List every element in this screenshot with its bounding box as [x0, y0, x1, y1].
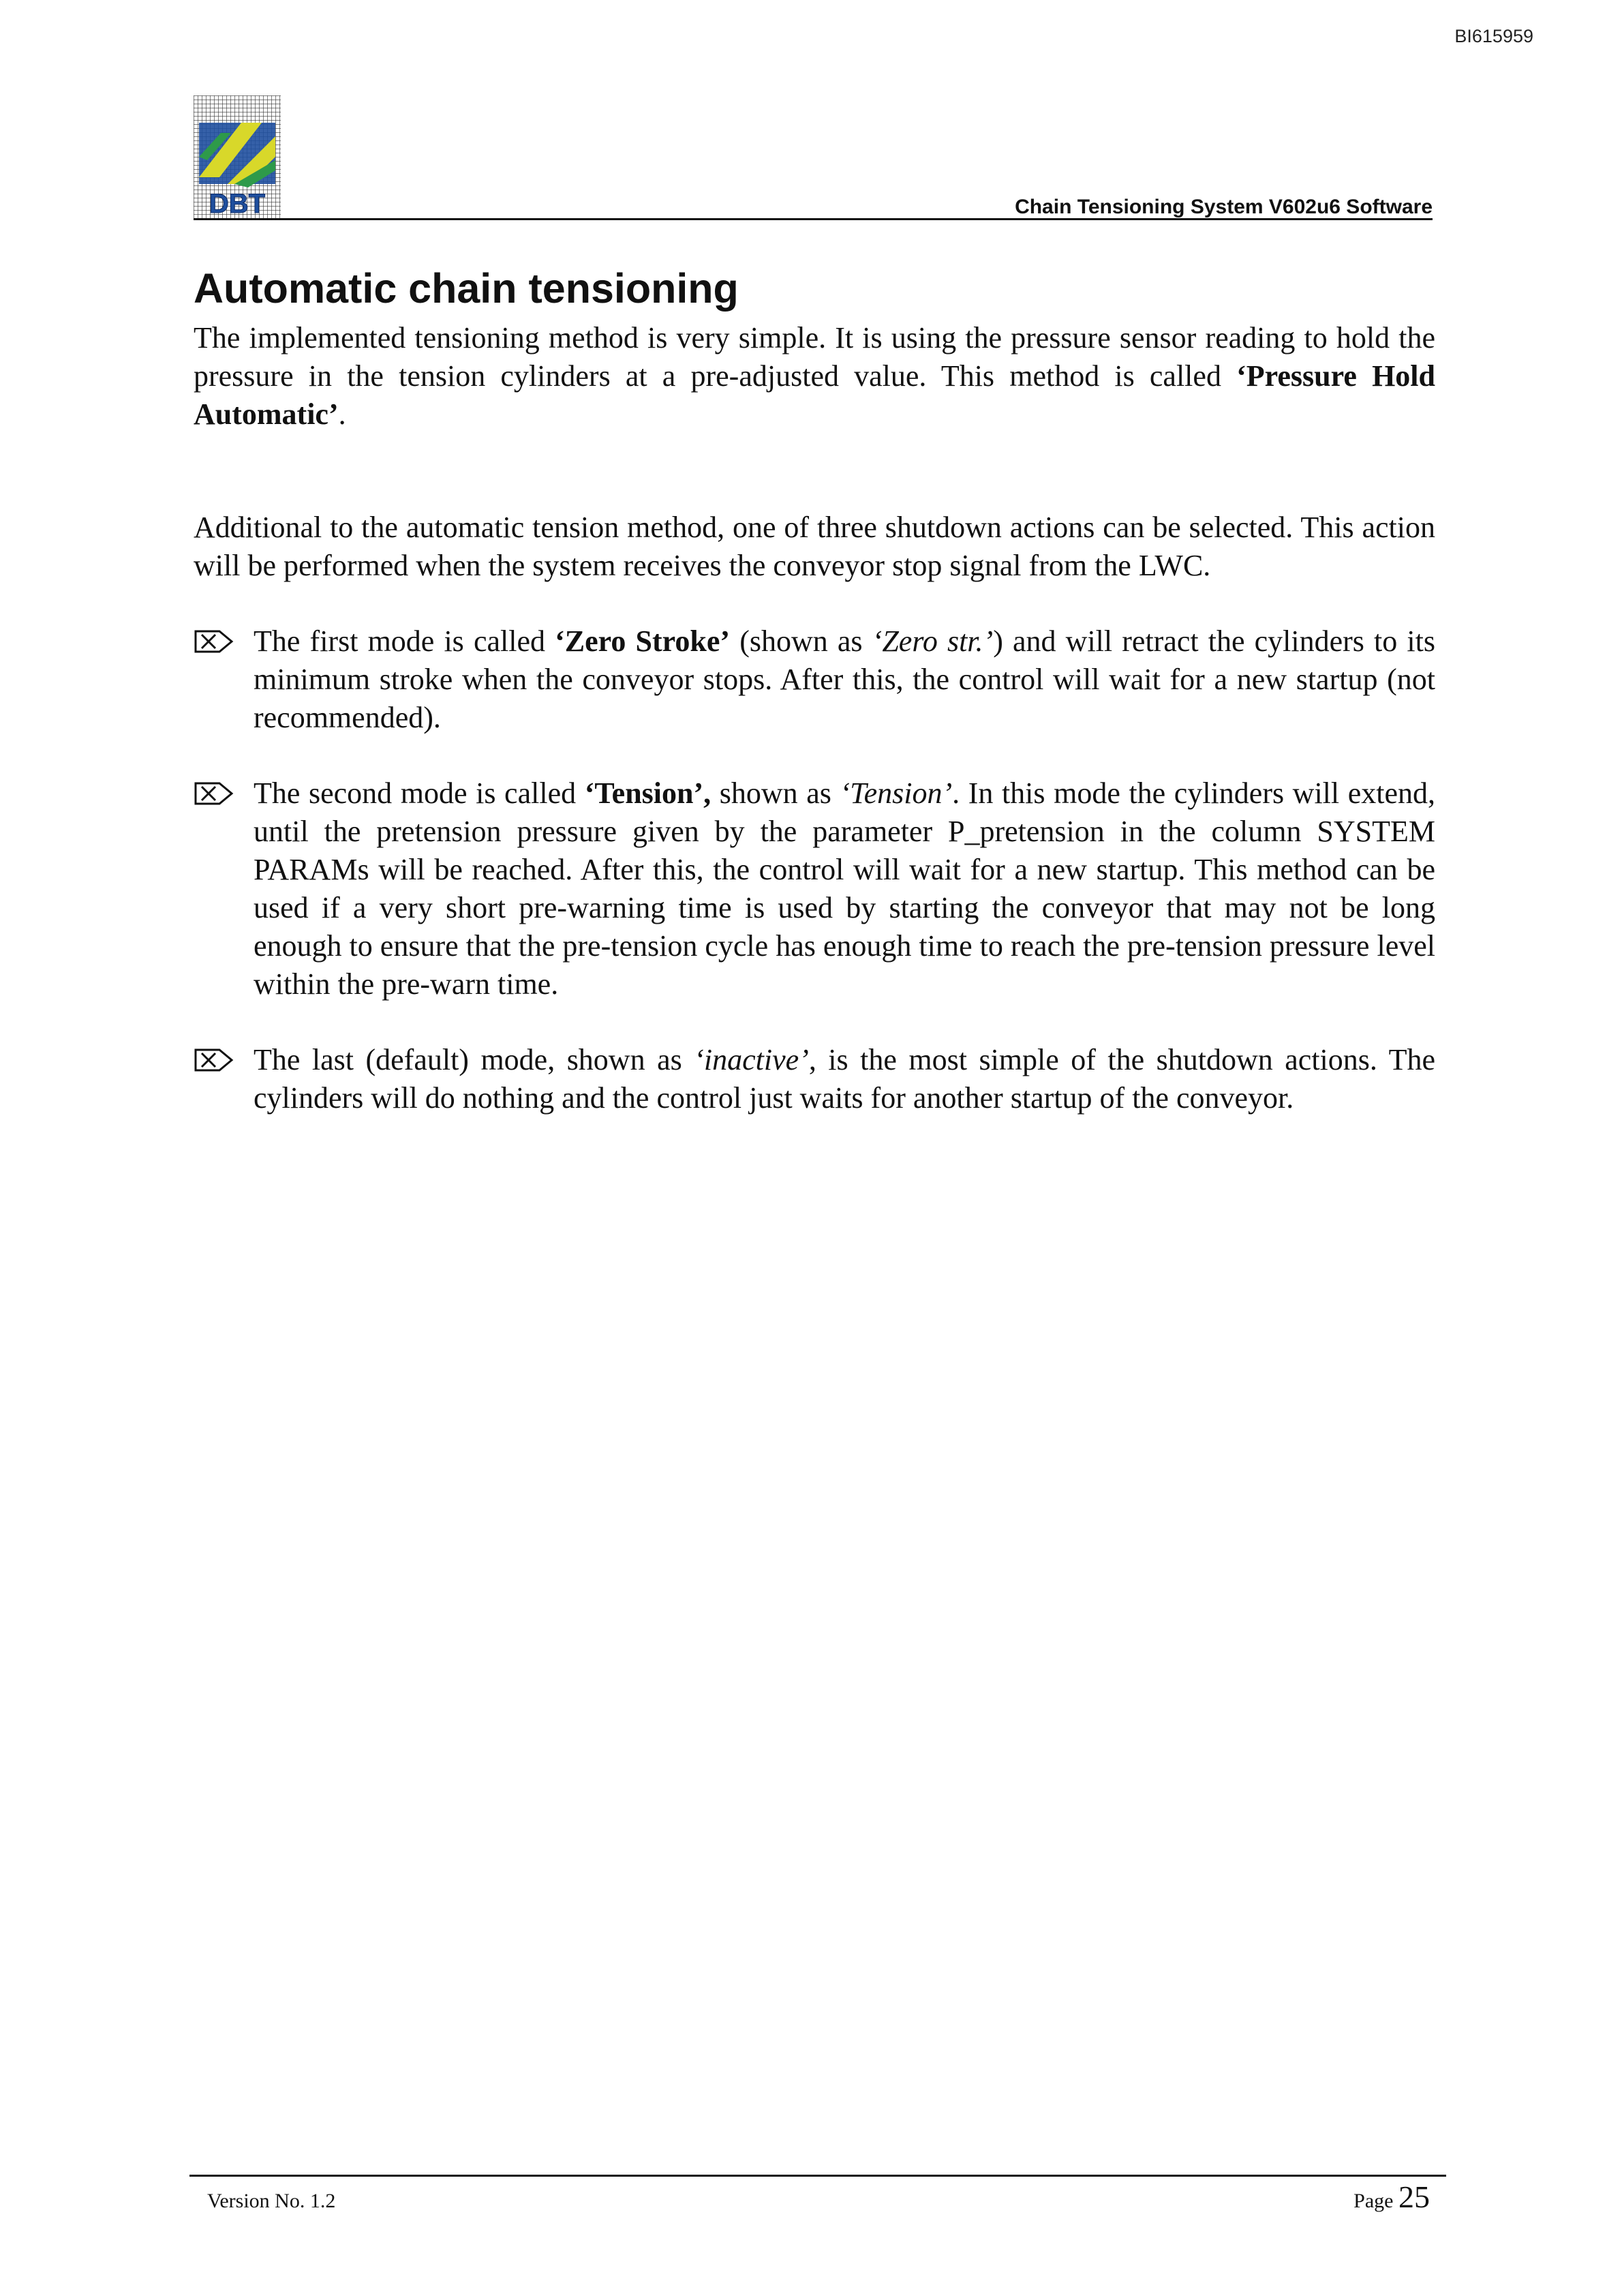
- mode-item-tension: [194, 774, 1435, 1003]
- page-number: 25: [1398, 2179, 1430, 2214]
- mode-rest: , is the most simple of the shutdown actions. The cylinders will do nothing and the control just waits for another startup of the conveyor.: [254, 1043, 1435, 1115]
- mode-shown-as: ‘Zero str.’: [872, 624, 994, 658]
- arrow-x-bullet-icon: [194, 781, 234, 806]
- mode-rest: ) and will retract the cylinders to its minimum stroke when the conveyor stops. After this, the control will wait for a new startup (not recommended).: [254, 624, 1435, 734]
- intro-method-name: ‘Pressure Hold Automatic’: [194, 359, 1435, 431]
- footer-version: Version No. 1.2: [207, 2190, 336, 2212]
- main-content: [194, 265, 1435, 1155]
- mode-item-inactive: [194, 1041, 1435, 1117]
- mode-mid: (shown as: [730, 624, 872, 658]
- footer-page: [1353, 2179, 1430, 2215]
- mode-shown-as: ‘Tension’: [840, 776, 953, 810]
- shutdown-paragraph: Additional to the automatic tension method, one of three shutdown actions can be selected. This action will be performed when the system receives the conveyor stop signal from the LWC.: [194, 511, 1435, 582]
- arrow-x-bullet-icon: [194, 629, 234, 654]
- footer-rule: [189, 2175, 1446, 2177]
- mode-shown-as: ‘inactive’: [694, 1043, 809, 1076]
- mode-name: ‘Zero Stroke’: [555, 624, 731, 658]
- arrow-x-bullet-icon: [194, 1048, 234, 1072]
- mode-mid: shown as: [711, 776, 840, 810]
- mode-intro: The second mode is called: [254, 776, 585, 810]
- mode-rest: . In this mode the cylinders will extend, until the pretension pressure given by the parameter P_pretension in the column SYSTEM PARAMs will be reached. After this, the control will wait for a new startup. This method can be used if a very short pre-warning time is used by starting the conveyor that may not be long enough to ensure that the pre-tension cycle has enough time to reach the pre-tension pressure level within the pre-warn time.: [254, 776, 1436, 1001]
- header-rule: [194, 218, 1433, 220]
- mode-name: ‘Tension’,: [584, 776, 711, 810]
- mode-intro: The last (default) mode, shown as: [254, 1043, 694, 1076]
- intro-paragraph: [194, 319, 1435, 434]
- header-title: Chain Tensioning System V602u6 Software: [1015, 196, 1433, 218]
- intro-end: .: [338, 397, 346, 431]
- page-label: Page: [1353, 2190, 1394, 2212]
- shutdown-mode-list: [194, 622, 1435, 1117]
- section-heading: Automatic chain tensioning: [194, 265, 739, 312]
- document-id: BI615959: [1454, 26, 1533, 46]
- mode-intro: The first mode is called: [254, 624, 555, 658]
- intro-text: The implemented tensioning method is very simple. It is using the pressure sensor reading to hold the pressure in the tension cylinders at a pre-adjusted value. This method is called: [194, 321, 1435, 393]
- mode-item-zero-stroke: [194, 622, 1435, 737]
- svg-text:DBT: DBT: [209, 189, 266, 218]
